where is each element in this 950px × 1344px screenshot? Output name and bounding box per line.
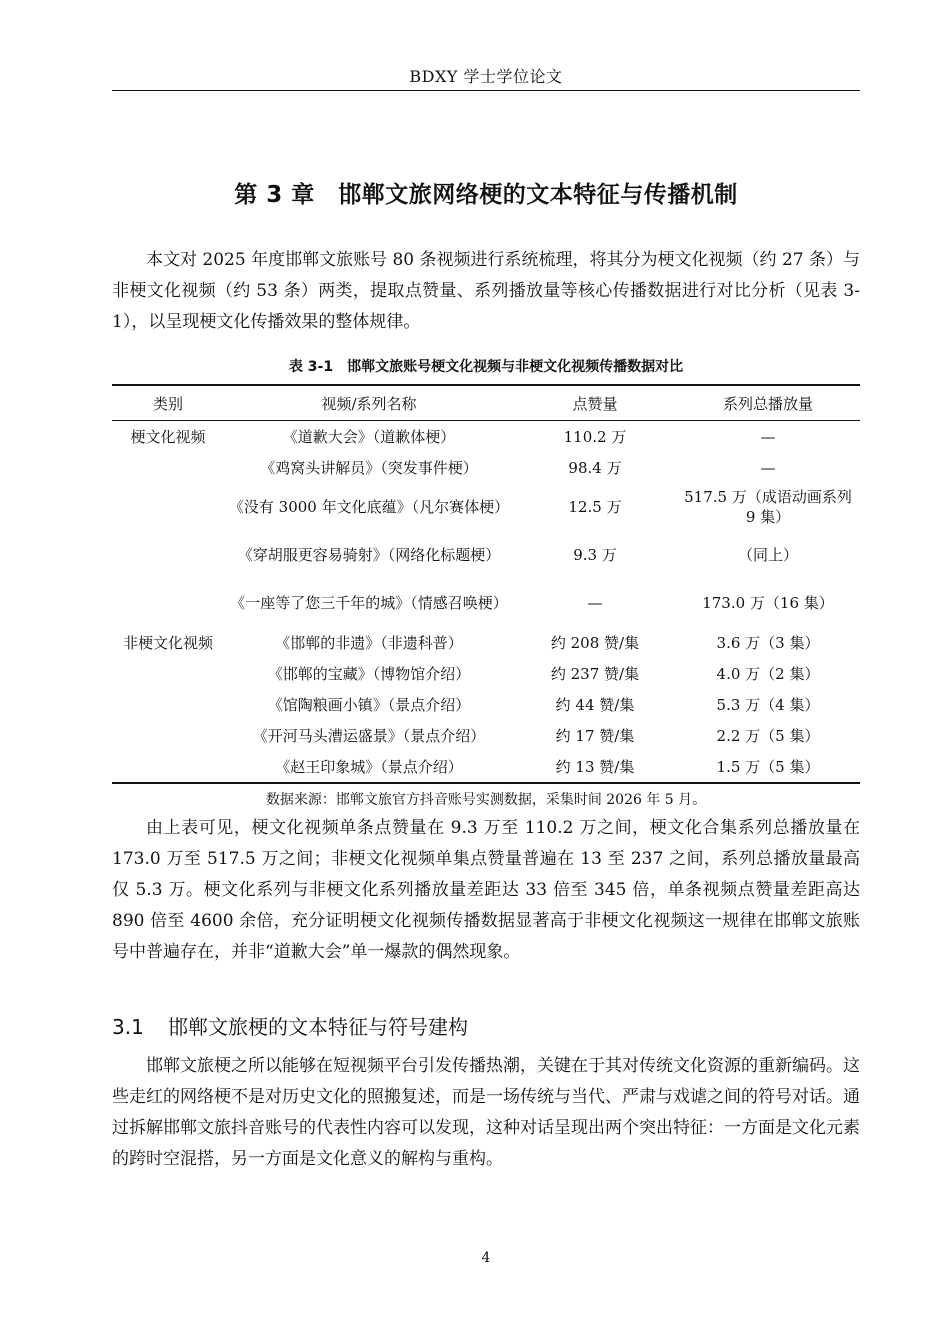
header-rule: [112, 90, 860, 91]
data-table: [112, 384, 860, 784]
plays-cell: 4.0 万（2 集）: [716, 664, 820, 683]
plays-cell: 517.5 万（成语动画系列 9 集）: [684, 488, 852, 526]
name-cell: 《一座等了您三千年的城》（情感召唤梗）: [230, 594, 508, 612]
name-cell: 《赵王印象城》（景点介绍）: [224, 751, 514, 783]
likes-cell: 约 208 赞/集: [550, 633, 640, 652]
likes-cell: 约 237 赞/集: [550, 664, 640, 683]
analysis-paragraph: 由上表可见，梗文化视频单条点赞量在 9.3 万至 110.2 万之间，梗文化合集系列总播放量在 173.0 万至 517.5 万之间；非梗文化视频单集点赞量普遍在 13 至 237 之间，系列总播放量最高仅 5.3 万。梗文化系列与非梗文化系列播放量差距达 33 倍至 345 倍，单条视频点赞量差距高达 890 倍至 4600 余倍，充分证明梗文化视频传播数据显著高于非梗文化视频这一规律在邯郸文旅账号中普遍存在，并非“道歉大会”单一爆款的偶然现象。: [112, 818, 860, 962]
likes-cell: 9.3 万: [573, 546, 617, 564]
section-number: 3.1: [112, 1015, 144, 1039]
intro-paragraph: 本文对 2025 年度邯郸文旅账号 80 条视频进行系统梳理，将其分为梗文化视频（约 27 条）与非梗文化视频（约 53 条）两类，提取点赞量、系列播放量等核心传播数据进行对比分析（见表 3-1），以呈现梗文化传播效果的整体规律。: [112, 250, 860, 332]
header-plays: 系列总播放量: [676, 385, 860, 421]
category-cell: [112, 579, 224, 627]
plays-cell: —: [760, 427, 776, 446]
category-cell: [112, 452, 224, 483]
plays-cell: 5.3 万（4 集）: [716, 695, 820, 714]
table-source-note: 数据来源：邯郸文旅官方抖音账号实测数据，采集时间 2026 年 5 月。: [265, 792, 707, 808]
plays-cell: 2.2 万（5 集）: [716, 726, 820, 745]
table-row: [112, 483, 860, 531]
page-number: 4: [481, 1250, 491, 1266]
table-header-row: [112, 385, 860, 421]
likes-cell: —: [587, 594, 603, 612]
plays-cell: （同上）: [737, 546, 798, 564]
header-likes: 点赞量: [514, 385, 676, 421]
category-cell: 非梗文化视频: [122, 633, 213, 652]
category-cell: [112, 658, 224, 689]
chapter-title: 第 3 章 邯郸文旅网络梗的文本特征与传播机制: [234, 182, 738, 208]
name-cell: 《没有 3000 年文化底蕴》（凡尔赛体梗）: [228, 498, 510, 516]
plays-cell: 3.6 万（3 集）: [716, 633, 820, 652]
header-name: 视频/系列名称: [224, 385, 514, 421]
header-category: 类别: [112, 385, 224, 421]
likes-cell: 约 13 赞/集: [514, 751, 676, 783]
section-title: 邯郸文旅梗的文本特征与符号建构: [168, 1015, 468, 1039]
table-row: [112, 720, 860, 751]
table-row: [112, 751, 860, 783]
name-cell: 《邯郸的宝藏》（博物馆介绍）: [267, 664, 471, 683]
category-cell: [112, 720, 224, 751]
name-cell: 《道歉大会》（道歉体梗）: [282, 427, 456, 446]
table-caption: 表 3-1 邯郸文旅账号梗文化视频与非梗文化视频传播数据对比: [288, 359, 684, 375]
likes-cell: 约 17 赞/集: [555, 726, 635, 745]
table-row: [112, 452, 860, 483]
name-cell: 《开河马头漕运盛景》（景点介绍）: [252, 726, 486, 745]
category-cell: [112, 483, 224, 531]
table-row: [112, 658, 860, 689]
name-cell: 《馆陶粮画小镇》（景点介绍）: [267, 695, 471, 714]
likes-cell: 约 44 赞/集: [555, 695, 635, 714]
name-cell: 《穿胡服更容易骑射》（网络化标题梗）: [237, 546, 501, 564]
section-paragraph: 邯郸文旅梗之所以能够在短视频平台引发传播热潮，关键在于其对传统文化资源的重新编码。这些走红的网络梗不是对历史文化的照搬复述，而是一场传统与当代、严肃与戏谑之间的符号对话。通过拆解邯郸文旅抖音账号的代表性内容可以发现，这种对话呈现出两个突出特征：一方面是文化元素的跨时空混搭，另一方面是文化意义的解构与重构。: [112, 1056, 860, 1169]
plays-cell: 173.0 万（16 集）: [702, 594, 834, 612]
likes-cell: 98.4 万: [568, 458, 622, 477]
table-row: [112, 627, 860, 658]
table-row: [112, 531, 860, 579]
plays-cell: 1.5 万（5 集）: [676, 751, 860, 783]
category-cell: 梗文化视频: [130, 427, 206, 446]
category-cell: [112, 689, 224, 720]
table-row: [112, 579, 860, 627]
likes-cell: 110.2 万: [563, 427, 627, 446]
page-header: BDXY 学士学位论文: [409, 67, 563, 86]
table-row: [112, 689, 860, 720]
category-cell: [112, 751, 224, 783]
section-heading: [112, 1011, 860, 1040]
category-cell: [112, 531, 224, 579]
name-cell: 《邯郸的非遗》（非遗科普）: [275, 633, 463, 652]
table-row: [112, 421, 860, 453]
plays-cell: —: [760, 458, 776, 477]
likes-cell: 12.5 万: [568, 498, 622, 516]
name-cell: 《鸡窝头讲解员》（突发事件梗）: [260, 458, 478, 477]
